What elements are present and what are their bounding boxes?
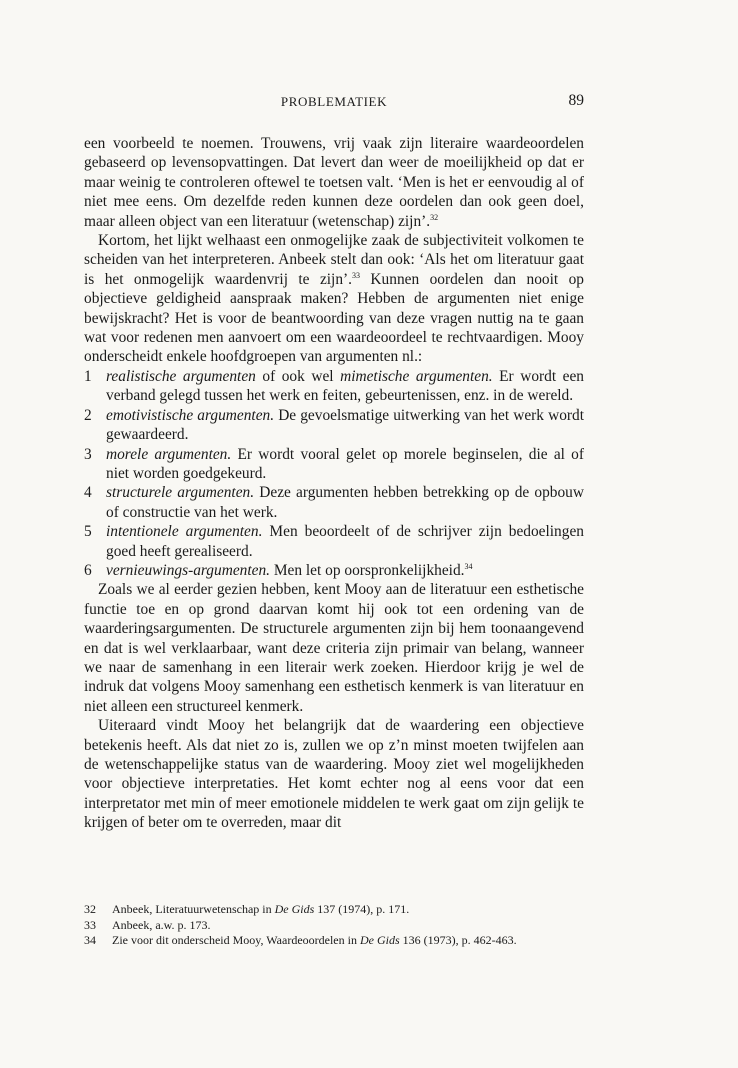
list-item-number: 4 [84,484,92,502]
argument-term: vernieuwings-argumenten. [106,561,270,579]
page-header [84,92,584,112]
list-item [84,483,584,522]
footnote-34 [84,933,584,949]
argument-description: De gevoelsmatige uitwerking van het werk wordt gewaardeerd. [106,406,584,444]
footnote-text-before: Zie voor dit onderscheid Mooy, Waardeoordelen in [112,933,360,947]
page-number: 89 [568,92,584,109]
footnote-text [112,918,211,932]
argument-connector: of ook wel [255,367,341,385]
paragraph-2-text-b: Kunnen oordelen dan nooit op objectieve geldigheid aanspraak maken? Hebben de argumenten niet enige bewijskracht? Het is voor de beantwoording van deze vragen nuttig na te gaan wat voor redenen men aanvoert om een waardeoordeel te rechtvaardigen. Mooy onderscheidt enkele hoofdgroepen van argumenten nl.: [84,270,584,366]
list-item-number: 1 [84,367,92,385]
list-item-number: 6 [84,561,92,579]
paragraph-2-text-a: Kortom, het lijkt welhaast een onmogelijke zaak de subjectiviteit volkomen te scheiden van het interpreteren. Anbeek stelt dan ook: ‘Als het om literatuur gaat is het onmogelijk waardenvrij te zijn’. [84,232,584,288]
paragraph-1-text: een voorbeeld te noemen. Trouwens, vrij vaak zijn literaire waardeoordelen gebaseerd op levensopvattingen. Dat levert dan weer de moeilijkheid op dat er maar weinig te controleren oftewel te toetsen valt. ‘Men is het er eenvoudig al of niet mee eens. Om dezelfde reden kunnen deze oordelen dan ook geen doel, maar alleen object van een literatuur (wetenschap) zijn’. [84,135,584,230]
paragraph-2 [84,231,584,367]
list-item-number: 5 [84,523,92,541]
body-text [84,134,584,833]
paragraph-4: Uiteraard vindt Mooy het belangrijk dat de waardering een objectieve betekenis heeft. Als dat niet zo is, zullen we op z’n minst moeten twijfelen aan de wetenschappelijke status van de waardering. Mooy ziet wel mogelijkheden voor objectieve interpretaties. Het komt echter nog al eens voor dat een interpretator met min of meer emotionele middelen te werk gaat om zijn gelijk te krijgen of beter om te overreden, maar dit [84,717,584,832]
footnote-text [112,933,517,947]
argument-description: Er wordt een verband gelegd tussen het werk en feiten, gebeurtenissen, enz. in de wereld. [106,367,584,405]
argument-description: Men let op oorspronkelijkheid. [270,561,465,579]
footnote-ref-34[interactable]: 34 [464,561,473,571]
footnote-33 [84,918,584,934]
argument-description: Men beoordeelt of de schrijver zijn bedoelingen goed heeft gerealiseerd. [106,523,584,560]
argument-description: Er wordt vooral gelet op morele beginselen, die al of niet worden goedgekeurd. [106,445,585,482]
list-item [84,561,584,580]
paragraph-3: Zoals we al eerder gezien hebben, kent Mooy aan de literatuur een esthetische functie toe en op grond daarvan komt hij ook tot een ordening van de waarderingsargumenten. De structurele argumenten zijn bij hem toonaangevend en dat is wel verklaarbaar, want deze criteria zijn primair van belang, wanneer we naar de samenhang in een literair werk zoeken. Hierdoor krijg je wel de indruk dat volgens Mooy samenhang een esthetisch kenmerk is van literatuur en niet alleen een structureel kenmerk. [84,581,584,715]
footnote-journal: De Gids [274,902,315,916]
footnote-text [112,902,409,916]
footnote-32 [84,902,584,918]
running-title: PROBLEMATIEK [280,94,388,109]
argument-description: Deze argumenten hebben betrekking op de opbouw of constructie van het werk. [106,484,584,521]
footnote-text-before: Anbeek, a.w. p. 173. [112,917,211,932]
list-item-number: 3 [84,445,92,463]
footnote-text-after: 137 (1974), p. 171. [314,902,410,916]
list-item [84,406,584,445]
argument-term: morele argumenten. [106,445,232,463]
paragraph-1 [84,134,584,231]
argument-term: emotivistische argumenten. [106,406,275,424]
footnote-text-after: 136 (1973), p. 462-463. [399,933,517,947]
footnote-number: 32 [84,902,96,916]
footnote-ref-33[interactable]: 33 [352,270,360,280]
footnote-ref-32[interactable]: 32 [430,212,439,222]
footnote-number: 34 [84,933,96,947]
argument-term: intentionele argumenten. [106,523,263,541]
footnote-journal: De Gids [359,933,400,947]
list-item [84,522,584,561]
footnote-number: 33 [84,917,96,932]
list-item-number: 2 [84,406,92,424]
argument-term: structurele argumenten. [106,484,255,502]
argument-list [84,367,584,580]
list-item [84,367,584,406]
argument-term-alt: mimetische argumenten. [340,367,493,385]
argument-term: realistische argumenten [106,367,256,385]
list-item [84,445,584,484]
footnotes [84,902,584,949]
footnote-text-before: Anbeek, Literatuurwetenschap in [112,902,275,916]
